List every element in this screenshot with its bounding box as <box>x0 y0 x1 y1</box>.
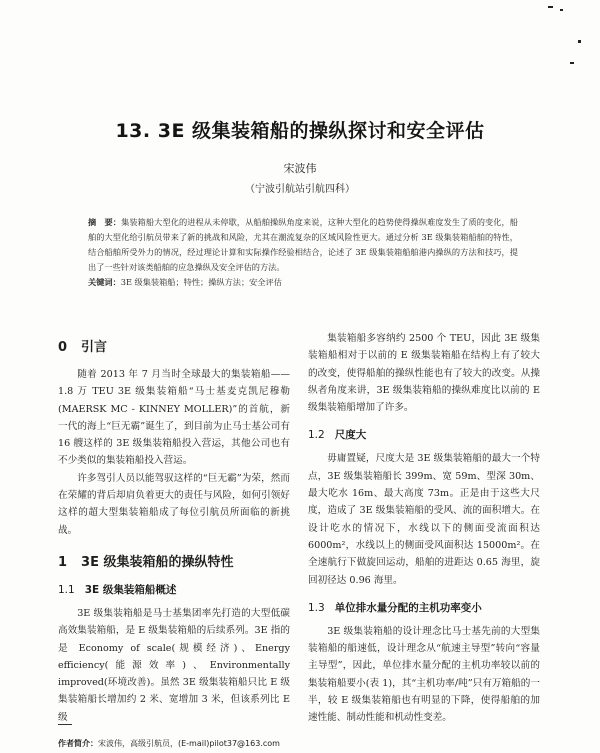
paragraph: 3E 级集装箱船的设计理念比马士基先前的大型集装箱船的船速低，设计理念从“航速主导型”转向“容量主导型”，因此，单位排水量分配的主机功率较以前的集装箱船要小(表 1)，其“主机功率/吨”只有万箱船的一半，较 E 级集装箱船也有明显的下降，使得船舶的加速性能、制动性能和机动性变差。 <box>308 625 540 724</box>
paper-title: 13. 3E 级集装箱船的操纵探讨和安全评估 <box>115 120 485 142</box>
paragraph: 集装箱船多容纳约 2500 个 TEU，因此 3E 级集装箱船相对于以前的 E 级集装箱船在结构上有了较大的改变，使得船舶的操纵性能也有了较大的改变。从操纵者角度来讲，3E 级集装箱船的操纵难度比以前的 E 级集装箱船增加了许多。 <box>308 333 540 414</box>
subsection-title: 尺度大 <box>334 429 367 442</box>
section-number: 0 <box>58 340 68 355</box>
paragraph: 毋庸置疑，尺度大是 3E 级集装箱船的最大一个特点，3E 级集装箱船长 399m、宽 59m、型深 30m、最大吃水 16m、最大高度 73m。正是由于这些大尺度，造成了 3E 级集装箱船的受风、流的面积增大。在设计吃水的情况下，水线以下的侧面受流面积达 6000m²，水线以上的侧面受风面积达 15000m²。在全速航行下做旋回运动，船舶的进距达 0.65 海里，旋回初径达 0.96 海里。 <box>308 453 540 586</box>
print-mark <box>570 62 574 64</box>
paragraph: 许多驾引人员以能驾驭这样的“巨无霸”为荣，然而在荣耀的背后却肩负着更大的责任与风险，如何引领好这样的超大型集装箱船成了每位引航员所面临的新挑战。 <box>58 472 290 536</box>
footnote-text: 宋波伟，高级引航员，(E-mail)pilot37@163.com <box>98 739 280 748</box>
section-title: 引言 <box>81 340 108 355</box>
keywords-label: 关键词： <box>88 277 121 287</box>
subsection-heading-1-1 <box>58 581 290 599</box>
left-column <box>58 330 290 726</box>
author-name: 宋波伟 <box>283 162 317 175</box>
subsection-heading-1-2 <box>308 426 540 444</box>
keywords-text: 3E 级集装箱船；特性；操纵方法；安全评估 <box>120 277 282 287</box>
abstract-block <box>88 215 518 290</box>
section-heading-1 <box>58 553 290 573</box>
subsection-number: 1.3 <box>308 601 325 614</box>
keywords-line <box>88 275 518 290</box>
section-title: 3E 级集装箱船的操纵特性 <box>81 554 234 570</box>
footnote-label: 作者简介： <box>58 739 98 748</box>
section-number: 1 <box>58 554 68 570</box>
print-mark <box>548 6 553 8</box>
abstract-label: 摘 要： <box>88 217 122 227</box>
subsection-number: 1.2 <box>308 429 325 442</box>
author-affiliation: （宁波引航站引航四科） <box>245 184 355 195</box>
author-footnote <box>58 738 280 749</box>
paragraph: 随着 2013 年 7 月当时全球最大的集装箱船——1.8 万 TEU 3E 级集装箱船“马士基麦克凯尼穆勒(MAERSK MC - KINNEY MOLLER)”的首航，新一代的海上“巨无霸”诞生了，到目前为止马士基公司有 16 艘这样的 3E 级集装箱船投入营运，其他公司也有不少类似的集装箱船投入营运。 <box>58 369 290 467</box>
print-mark <box>578 40 581 43</box>
section-heading-intro <box>58 338 290 358</box>
subsection-number: 1.1 <box>58 583 75 596</box>
right-column <box>308 330 540 727</box>
abstract-text: 集装箱船大型化的进程从未停歇，从船舶操纵角度来说，这种大型化的趋势使得操纵难度发生了质的变化，船舶的大型化给引航员带来了新的挑战和风险，尤其在潮流复杂的区域风险性更大。通过分析 3E 级集装箱船舶的特性，结合船舶所受外力的情况，经过理论计算和实际操作经验相结合，论述了 3E 级集装箱船舶港内操纵的方法和技巧，提出了一些针对该类船舶的应急操纵及安全评估的方法。 <box>88 217 518 272</box>
subsection-title: 单位排水量分配的主机功率变小 <box>334 601 482 614</box>
paragraph: 3E 级集装箱船是马士基集团率先打造的大型低碳高效集装箱船，是 E 级集装箱船的后续系列。3E 指的是 Economy of scale(规模经济)、Energy efficiency(能源效率)、Environmentally improved(环境改善)。虽然 3E 级集装箱船只比 E 级集装箱船长增加约 2 米、宽增加 3 米，但该系列比 E 级 <box>58 607 290 723</box>
subsection-title: 3E 级集装箱船概述 <box>84 583 177 596</box>
footnote-rule <box>58 724 72 725</box>
print-mark <box>560 9 563 11</box>
subsection-heading-1-3 <box>308 599 540 617</box>
abstract-paragraph <box>88 215 518 275</box>
